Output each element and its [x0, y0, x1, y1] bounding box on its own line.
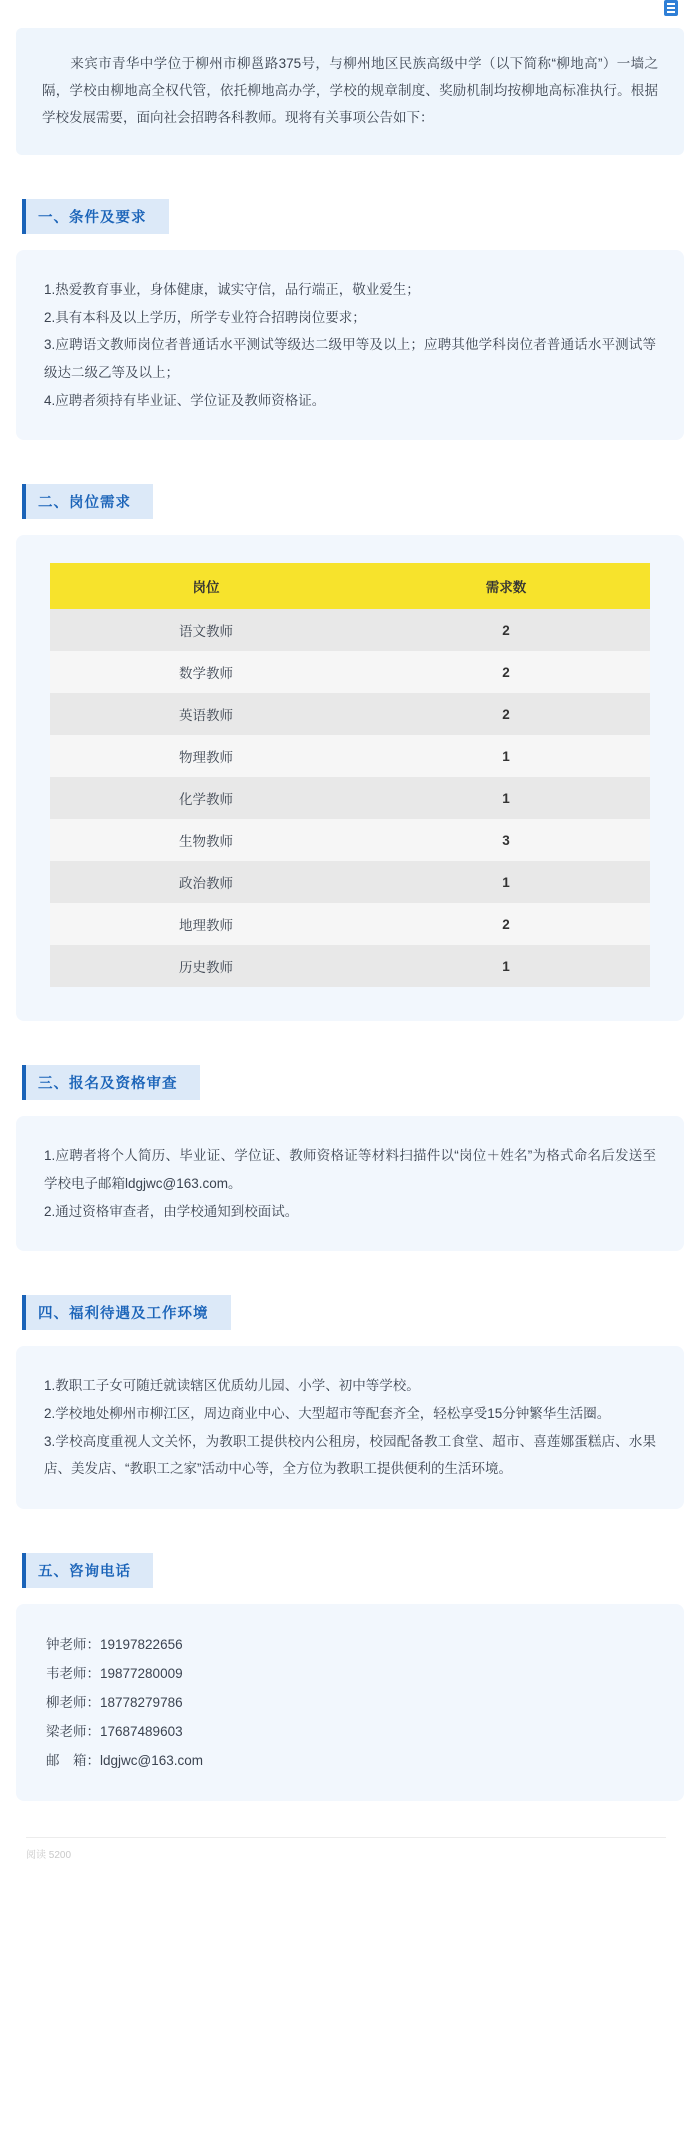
requirement-line: 4.应聘者须持有毕业证、学位证及教师资格证。	[44, 392, 326, 408]
intro-text: 来宾市青华中学位于柳州市柳邕路375号，与柳州地区民族高级中学（以下简称“柳地高”）一墙之隔，学校由柳地高全权代管，依托柳地高办学，学校的规章制度、奖励机制均按柳地高标准执行。根据学校发展需要，面向社会招聘各科教师。现将有关事项公告如下：	[42, 56, 658, 125]
cell-count: 2	[362, 651, 650, 693]
jobs-table-card	[16, 535, 684, 1021]
table-row	[50, 777, 650, 819]
welfare-line: 3.学校高度重视人文关怀，为教职工提供校内公租房，校园配备教工食堂、超市、喜莲娜蛋糕店、水果店、美发店、“教职工之家”活动中心等，全方位为教职工提供便利的生活环境。	[44, 1433, 656, 1477]
contacts-card	[16, 1604, 684, 1801]
contact-line: 柳老师：18778279786	[46, 1695, 183, 1711]
cell-job: 历史教师	[50, 945, 362, 987]
section-4-header-wrap	[0, 1251, 700, 1330]
apply-line: 1.应聘者将个人简历、毕业证、学位证、教师资格证等材料扫描件以“岗位＋姓名”为格式命名后发送至学校电子邮箱ldgjwc@163.com。	[44, 1148, 656, 1192]
section-header-apply: 三、报名及资格审查	[22, 1065, 200, 1100]
section-header-welfare: 四、福利待遇及工作环境	[22, 1295, 231, 1330]
table-row	[50, 651, 650, 693]
read-count: 阅读 5200	[26, 1837, 666, 1861]
table-row	[50, 903, 650, 945]
welfare-line: 1.教职工子女可随迁就读辖区优质幼儿园、小学、初中等学校。	[44, 1378, 420, 1394]
column-header-job: 岗位	[50, 563, 362, 609]
apply-card	[16, 1116, 684, 1251]
requirement-line: 3.应聘语文教师岗位者普通话水平测试等级达二级甲等及以上；应聘其他学科岗位者普通话水平测试等级达二级乙等及以上；	[44, 337, 656, 381]
top-icon-row	[0, 0, 700, 22]
table-row	[50, 609, 650, 651]
table-row	[50, 735, 650, 777]
intro-paragraph	[16, 28, 684, 155]
contact-line: 韦老师：19877280009	[46, 1666, 183, 1682]
cell-job: 物理教师	[50, 735, 362, 777]
requirement-line: 1.热爱教育事业，身体健康，诚实守信，品行端正，敬业爱生；	[44, 282, 420, 297]
cell-count: 3	[362, 819, 650, 861]
cell-count: 1	[362, 861, 650, 903]
jobs-table-head	[50, 563, 650, 609]
contact-line: 钟老师：19197822656	[46, 1637, 183, 1653]
cell-count: 2	[362, 609, 650, 651]
section-3-header-wrap	[0, 1021, 700, 1100]
table-row	[50, 861, 650, 903]
cell-count: 2	[362, 693, 650, 735]
cell-count: 1	[362, 777, 650, 819]
requirements-card	[16, 250, 684, 440]
welfare-card	[16, 1346, 684, 1509]
jobs-table-body	[50, 609, 650, 987]
contact-line: 邮 箱：ldgjwc@163.com	[46, 1753, 203, 1769]
section-header-conditions: 一、条件及要求	[22, 199, 169, 234]
table-row	[50, 819, 650, 861]
section-header-positions: 二、岗位需求	[22, 484, 153, 519]
cell-count: 1	[362, 945, 650, 987]
section-header-contacts: 五、咨询电话	[22, 1553, 153, 1588]
section-2-header-wrap	[0, 440, 700, 519]
cell-job: 化学教师	[50, 777, 362, 819]
document-icon	[664, 0, 678, 16]
section-1-header-wrap	[0, 155, 700, 234]
column-header-count: 需求数	[362, 563, 650, 609]
section-5-header-wrap	[0, 1509, 700, 1588]
cell-job: 政治教师	[50, 861, 362, 903]
table-row	[50, 945, 650, 987]
contact-line: 梁老师：17687489603	[46, 1724, 183, 1740]
table-row	[50, 693, 650, 735]
jobs-table	[50, 563, 650, 987]
table-header-row	[50, 563, 650, 609]
cell-job: 英语教师	[50, 693, 362, 735]
cell-count: 2	[362, 903, 650, 945]
cell-job: 生物教师	[50, 819, 362, 861]
requirement-line: 2.具有本科及以上学历，所学专业符合招聘岗位要求；	[44, 309, 366, 325]
cell-count: 1	[362, 735, 650, 777]
cell-job: 地理教师	[50, 903, 362, 945]
apply-line: 2.通过资格审查者，由学校通知到校面试。	[44, 1203, 299, 1219]
cell-job: 语文教师	[50, 609, 362, 651]
cell-job: 数学教师	[50, 651, 362, 693]
welfare-line: 2.学校地处柳州市柳江区，周边商业中心、大型超市等配套齐全，轻松享受15分钟繁华生活圈。	[44, 1406, 611, 1422]
